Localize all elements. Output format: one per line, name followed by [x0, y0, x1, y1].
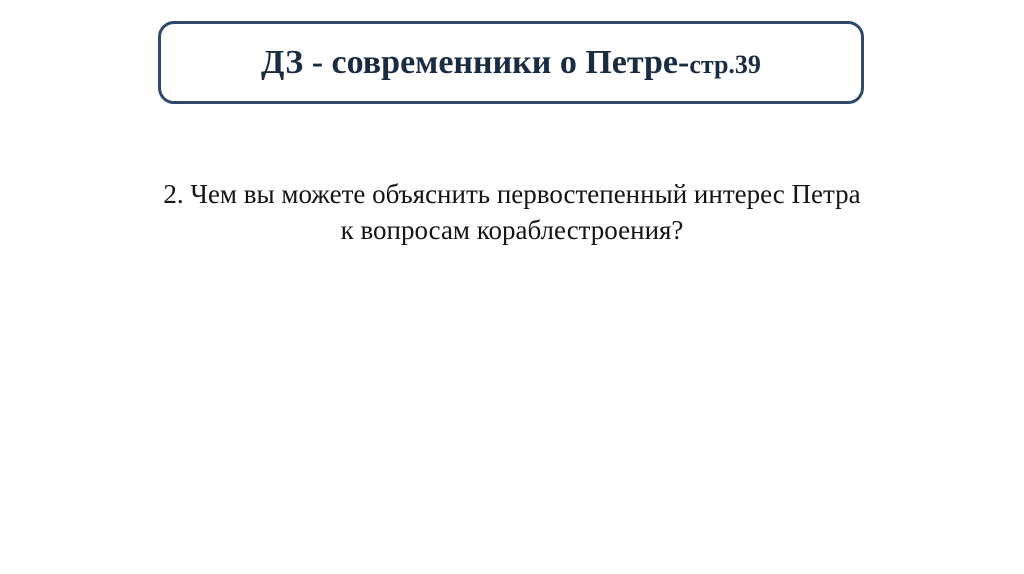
page-title-subtext: стр.39: [689, 49, 761, 79]
question-text: 2. Чем вы можете объяснить первостепенный интерес Петра к вопросам кораблестроения?: [163, 179, 861, 245]
slide-body: [160, 150, 864, 276]
slide-title-box: [158, 21, 864, 104]
page-title: [261, 44, 761, 81]
page-title-main: ДЗ - современники о Петре-: [261, 43, 690, 81]
